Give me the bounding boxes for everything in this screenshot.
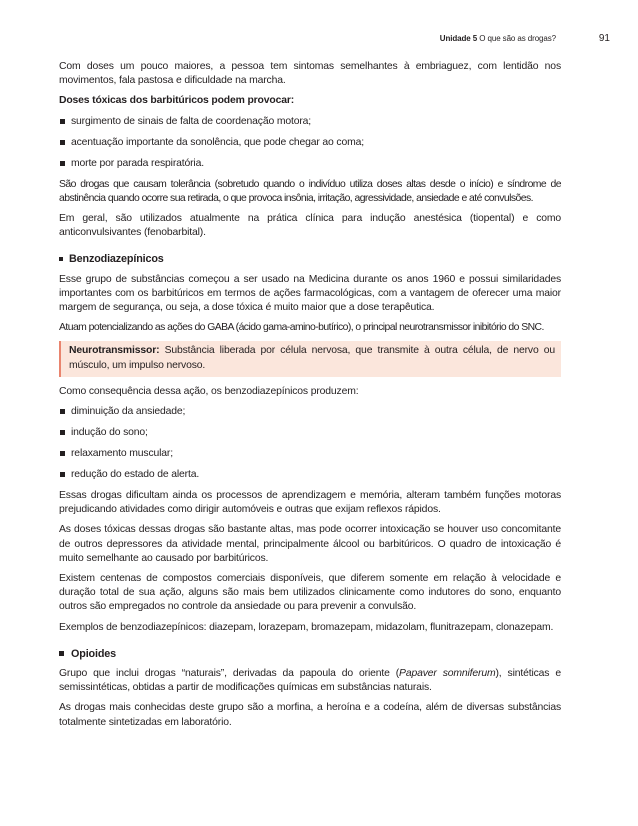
barbiturates-list	[59, 115, 561, 170]
page-content	[59, 60, 561, 736]
list-item: indução do sono;	[59, 426, 561, 439]
paragraph: Como consequência dessa ação, os benzodiazepínicos produzem:	[59, 385, 359, 397]
list-item: acentuação importante da sonolência, que pode chegar ao coma;	[59, 136, 561, 149]
section-title-benzodiazepines: Benzodiazepínicos	[59, 252, 561, 266]
list-item: diminuição da ansiedade;	[59, 405, 561, 418]
paragraph: Existem centenas de compostos comerciais disponíveis, que diferem somente em relação à velocidade e duração total de sua ação, alguns são mais bem utilizados clinicamente como indutores do sono, enquanto outros são empregados no controle da ansiedade ou para prevenir a convulsão.	[59, 573, 561, 613]
paragraph: Esse grupo de substâncias começou a ser usado na Medicina durante os anos 1960 e possui similaridades importantes com os barbitúricos em termos de ações farmacológicas, com a vantagem de oferecer uma maior margem de segurança, ou seja, a dose tóxica é muito maior que a dose terapêutica.	[59, 273, 561, 314]
scientific-name: Papaver somniferum	[399, 668, 496, 680]
unit-title: O que são as drogas?	[479, 34, 556, 43]
section-title-opioids: Opioides	[59, 647, 561, 661]
list-item: relaxamento muscular;	[59, 447, 561, 460]
text-run: ), sintéticas e semissintéticas, obtidas a partir de modificações químicas em substâncias naturais.	[59, 668, 561, 694]
paragraph: As drogas mais conhecidas deste grupo são a morfina, a heroína e a codeína, além de diversas substâncias totalmente sintetizadas em laboratório.	[59, 702, 561, 728]
paragraph: São drogas que causam tolerância (sobretudo quando o indivíduo utiliza doses altas desde o início) e síndrome de abstinência quando ocorre sua retirada, o que provoca insônia, irritação, agressividade, ansiedade e até convulsões.	[59, 178, 561, 204]
list-item: redução do estado de alerta.	[59, 468, 561, 481]
running-header	[440, 34, 556, 43]
page-number: 91	[598, 33, 610, 44]
paragraph: Em geral, são utilizados atualmente na prática clínica para indução anestésica (tiopental) e como anticonvulsivantes (fenobarbital).	[59, 213, 561, 239]
barbiturates-heading: Doses tóxicas dos barbitúricos podem provocar:	[59, 95, 295, 107]
text-run: Grupo que inclui drogas “naturais”, derivadas da papoula do oriente (	[59, 668, 400, 680]
paragraph	[59, 667, 561, 695]
unit-label: Unidade 5	[439, 34, 478, 43]
definition-term: Neurotransmissor:	[69, 345, 160, 357]
benzodiazepines-effects-list	[59, 405, 561, 481]
definition-box	[59, 341, 561, 376]
paragraph: Essas drogas dificultam ainda os processos de aprendizagem e memória, alteram também funções motoras prejudicando atividades como dirigir automóveis e outras que exijam reflexos rápidos.	[59, 490, 561, 516]
definition-text: Substância liberada por célula nervosa, que transmite à outra célula, de nervo ou músculo, um impulso nervoso.	[69, 345, 555, 371]
list-item: surgimento de sinais de falta de coordenação motora;	[59, 115, 561, 128]
paragraph: Exemplos de benzodiazepínicos: diazepam, lorazepam, bromazepam, midazolam, flunitrazepam, clonazepam.	[59, 621, 554, 633]
paragraph: As doses tóxicas dessas drogas são bastante altas, mas pode ocorrer intoxicação se houver uso concomitante de outros depressores da atividade mental, principalmente álcool ou barbitúricos. O quadro de intoxicação é muito semelhante ao causado por barbitúricos.	[59, 524, 561, 564]
list-item: morte por parada respiratória.	[59, 157, 561, 170]
paragraph: Atuam potencializando as ações do GABA (ácido gama-amino-butírico), o principal neurotransmissor inibitório do SNC.	[59, 322, 544, 334]
paragraph: Com doses um pouco maiores, a pessoa tem sintomas semelhantes à embriaguez, com lentidão nos movimentos, fala pastosa e dificuldade na marcha.	[59, 61, 561, 87]
